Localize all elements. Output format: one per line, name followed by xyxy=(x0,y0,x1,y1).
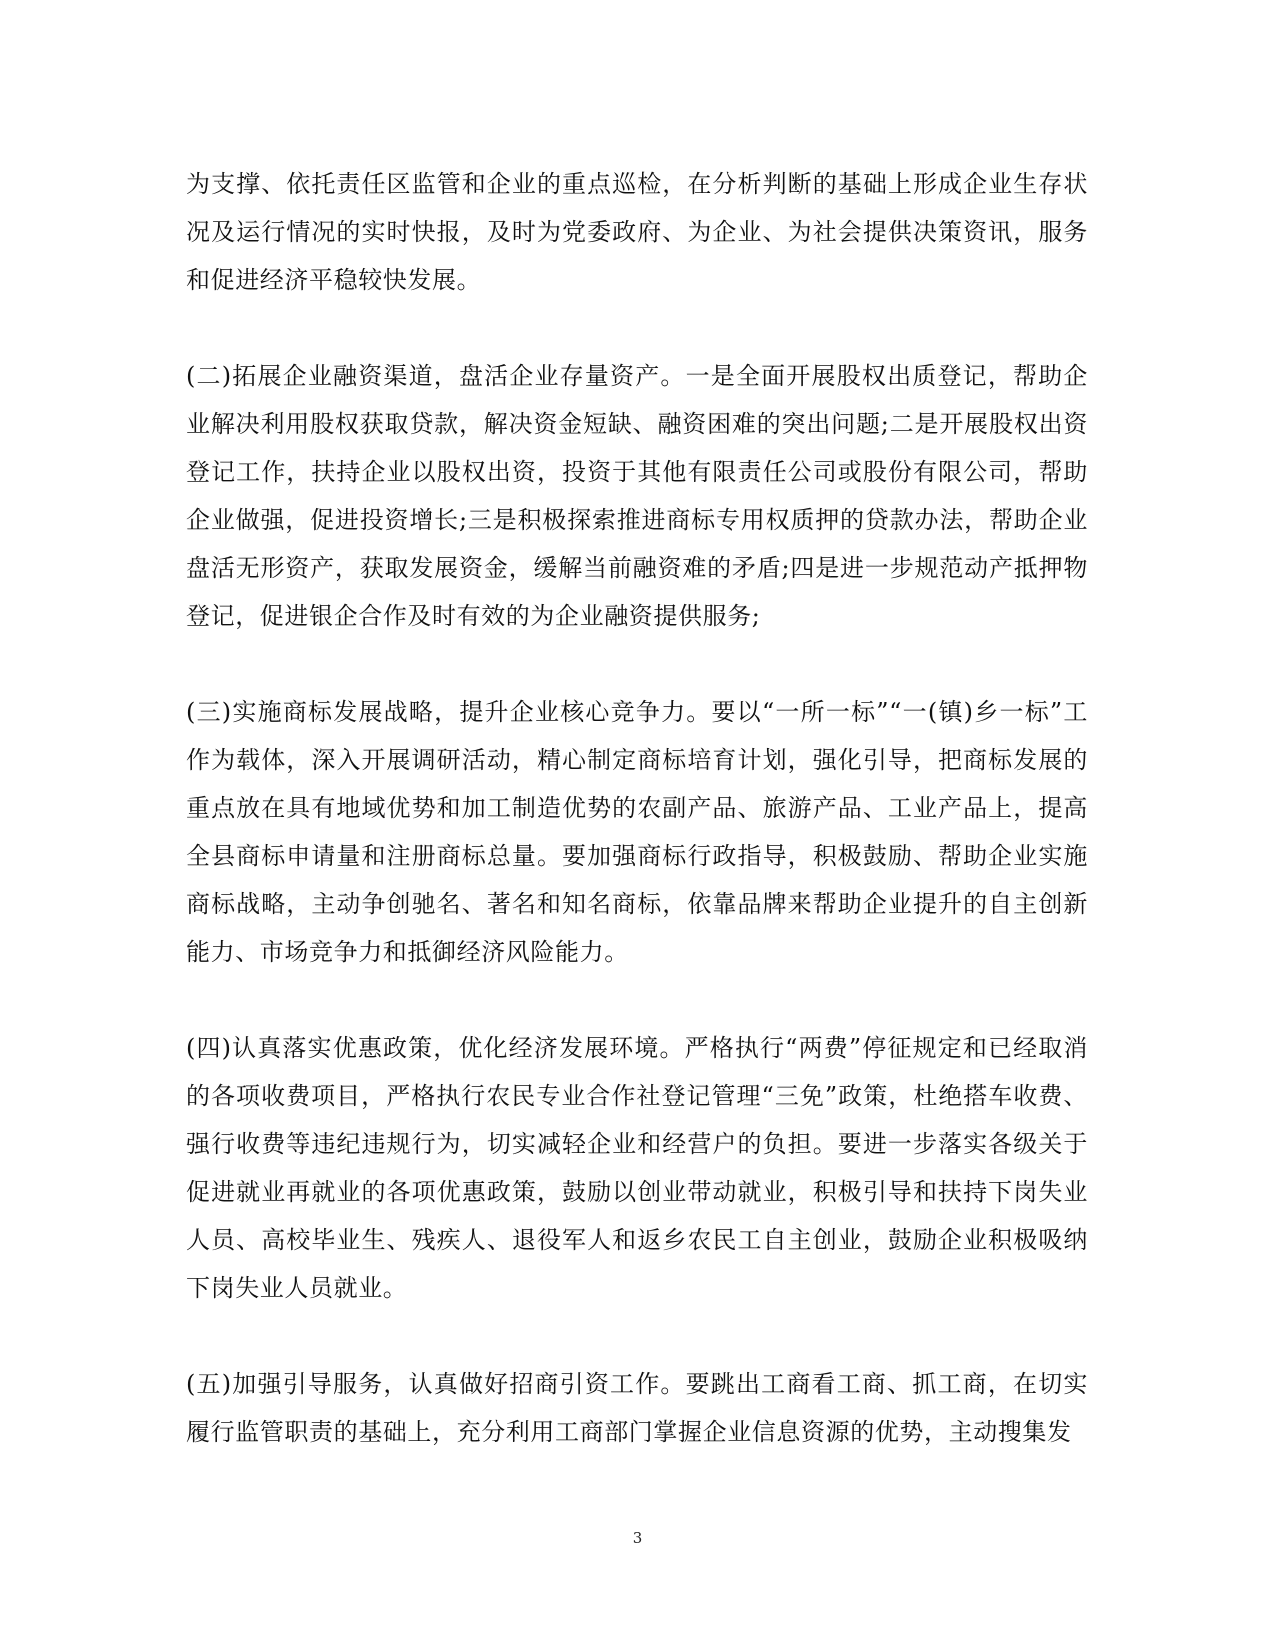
paragraph-continuation: 为支撑、依托责任区监管和企业的重点巡检，在分析判断的基础上形成企业生存状况及运行情况的实时快报，及时为党委政府、为企业、为社会提供决策资讯，服务和促进经济平稳较快发展。 xyxy=(186,170,1088,294)
paragraph-section-5: (五)加强引导服务，认真做好招商引资工作。要跳出工商看工商、抓工商，在切实履行监管职责的基础上，充分利用工商部门掌握企业信息资源的优势，主动搜集发 xyxy=(186,1370,1088,1446)
page-number: 3 xyxy=(632,1529,643,1547)
document-body xyxy=(186,160,1088,1504)
paragraph-section-4: (四)认真落实优惠政策，优化经济发展环境。严格执行“两费”停征规定和已经取消的各项收费项目，严格执行农民专业合作社登记管理“三免”政策，杜绝搭车收费、强行收费等违纪违规行为，切实减轻企业和经营户的负担。要进一步落实各级关于促进就业再就业的各项优惠政策，鼓励以创业带动就业，积极引导和扶持下岗失业人员、高校毕业生、残疾人、退役军人和返乡农民工自主创业，鼓励企业积极吸纳下岗失业人员就业。 xyxy=(186,1034,1088,1302)
paragraph-section-2: (二)拓展企业融资渠道，盘活企业存量资产。一是全面开展股权出质登记，帮助企业解决利用股权获取贷款，解决资金短缺、融资困难的突出问题;二是开展股权出资登记工作，扶持企业以股权出资，投资于其他有限责任公司或股份有限公司，帮助企业做强，促进投资增长;三是积极探索推进商标专用权质押的贷款办法，帮助企业盘活无形资产，获取发展资金，缓解当前融资难的矛盾;四是进一步规范动产抵押物登记，促进银企合作及时有效的为企业融资提供服务; xyxy=(186,362,1088,630)
paragraph-section-3: (三)实施商标发展战略，提升企业核心竞争力。要以“一所一标”“一(镇)乡一标”工作为载体，深入开展调研活动，精心制定商标培育计划，强化引导，把商标发展的重点放在具有地域优势和加工制造优势的农副产品、旅游产品、工业产品上，提高全县商标申请量和注册商标总量。要加强商标行政指导，积极鼓励、帮助企业实施商标战略，主动争创驰名、著名和知名商标，依靠品牌来帮助企业提升的自主创新能力、市场竞争力和抵御经济风险能力。 xyxy=(186,698,1088,966)
